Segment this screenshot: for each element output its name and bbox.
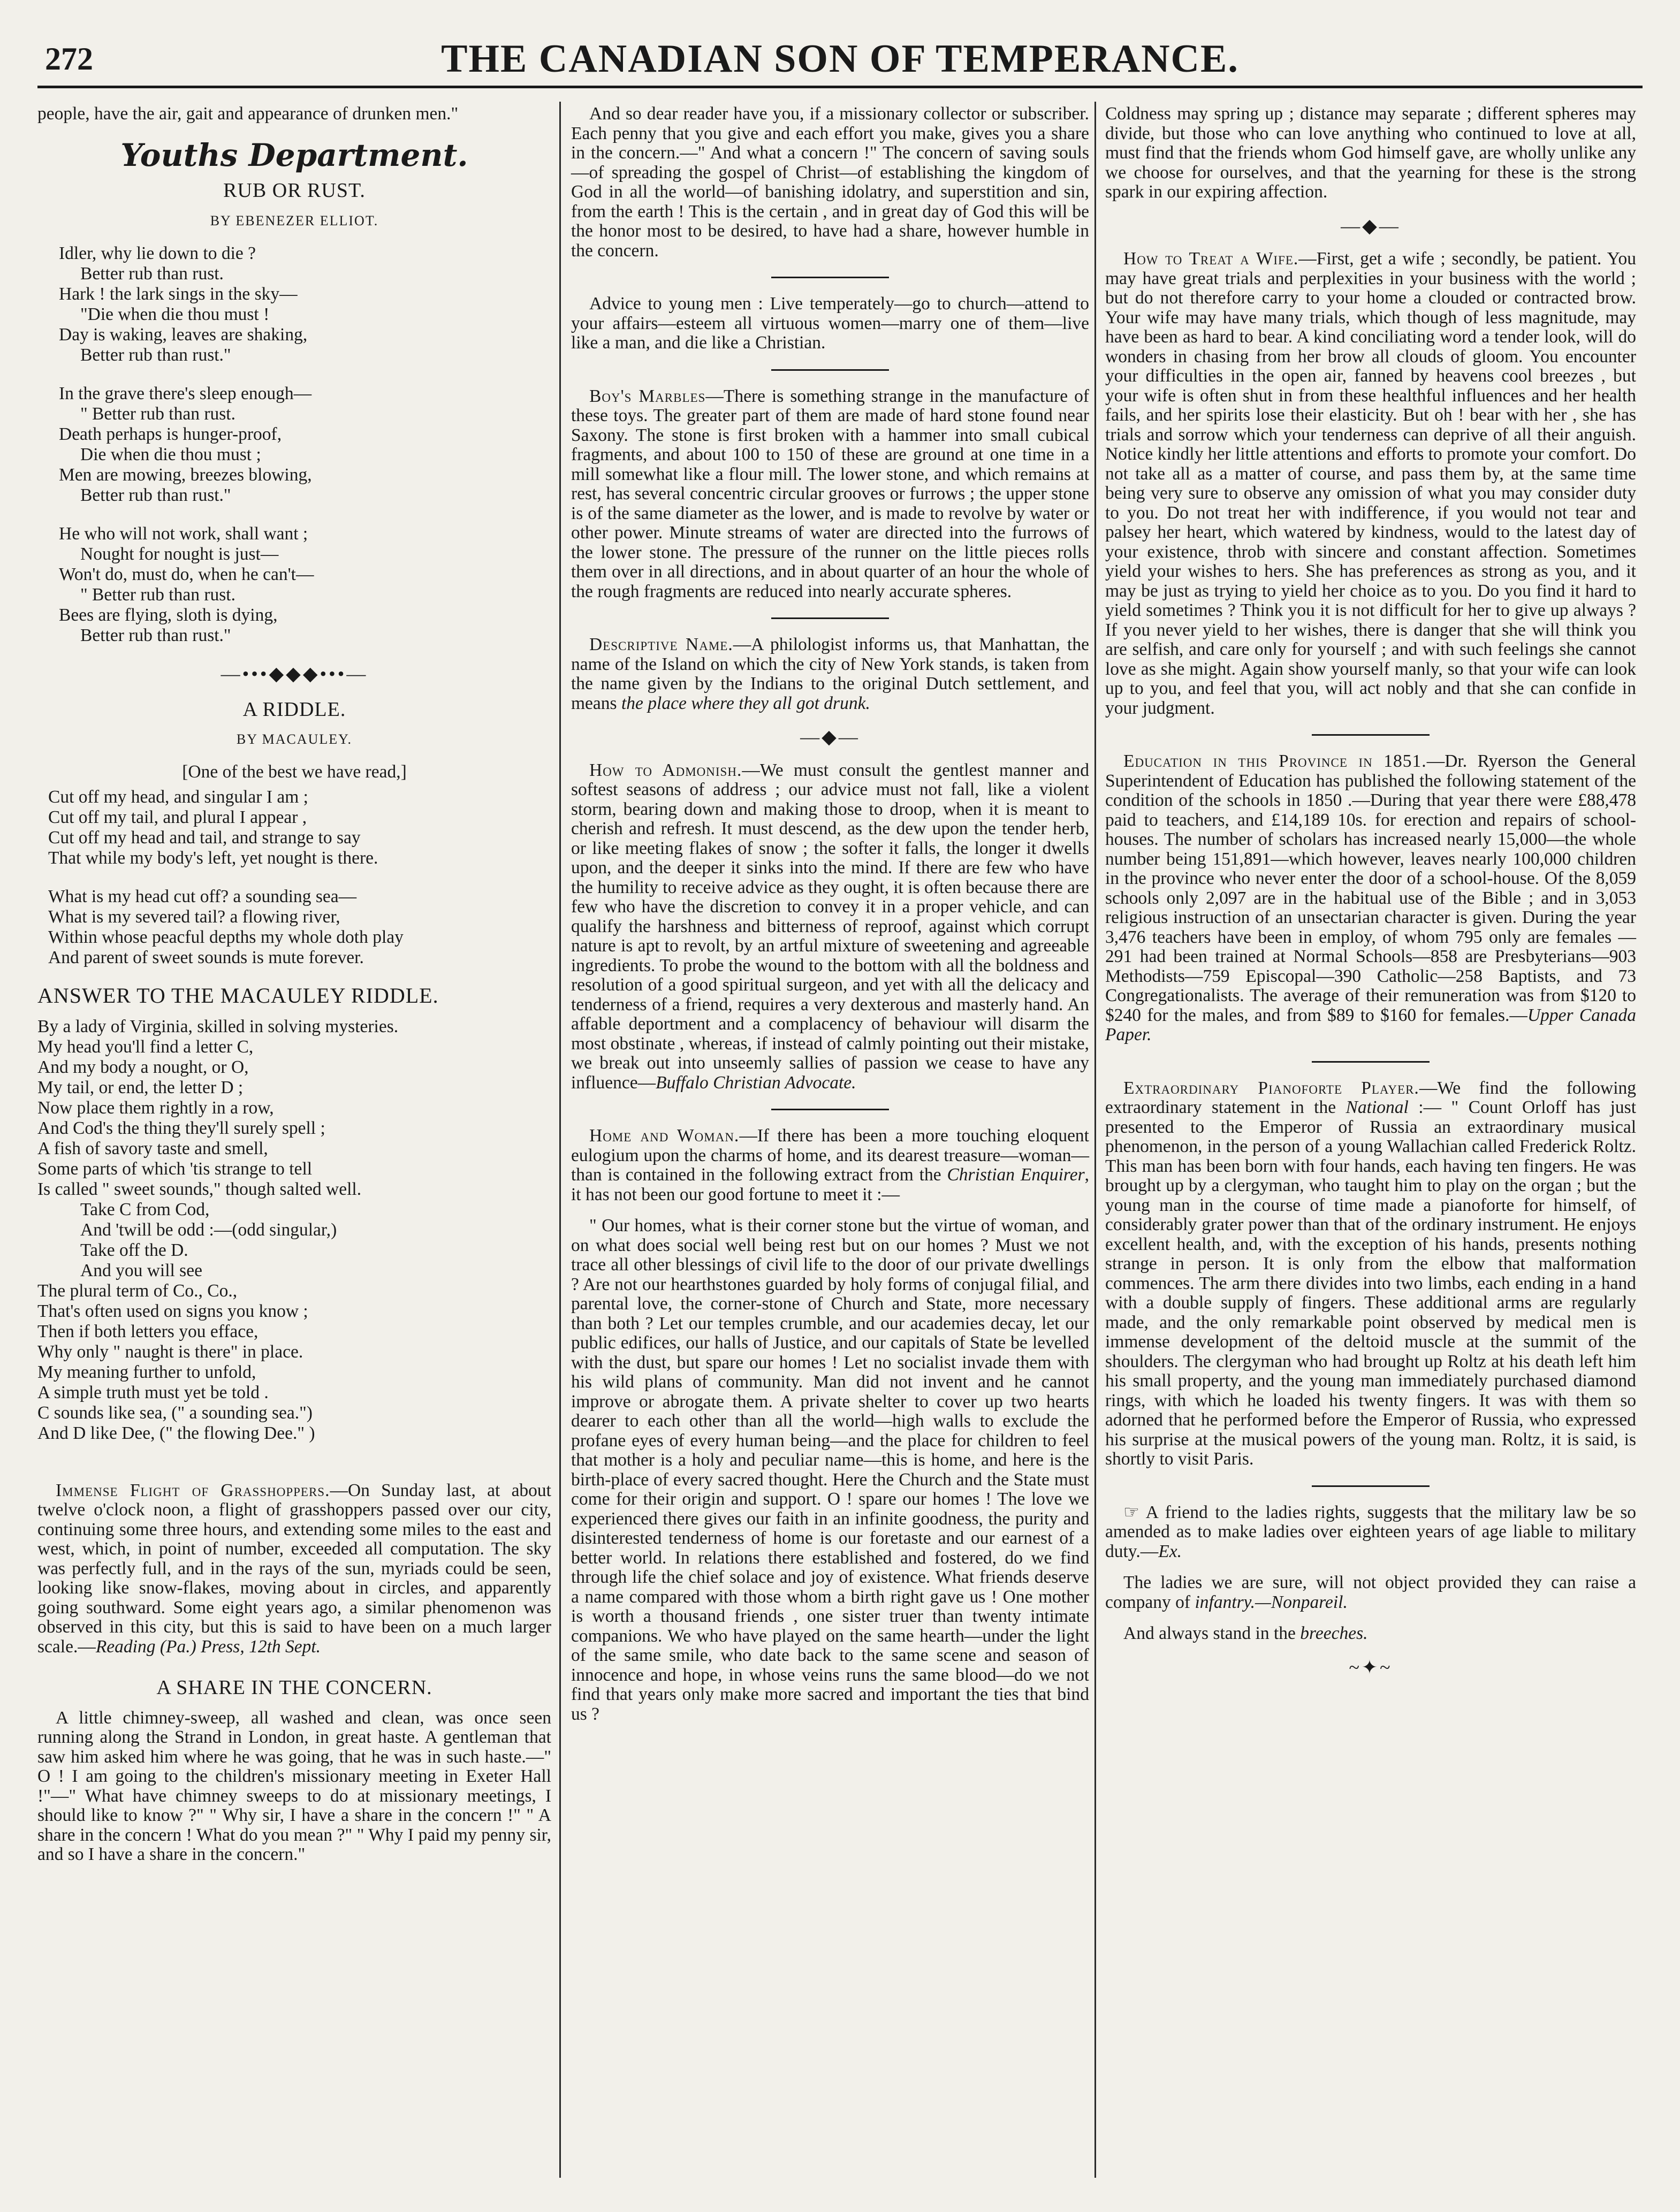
- poem-line: Bees are flying, sloth is dying,: [59, 605, 278, 625]
- poem-answer: [37, 1017, 551, 1444]
- article-text: —A philologist informs us, that Manhattan, the name of the Island on which the city of New York stands, is taken from the name given by the Indians to the original Dutch settlement, and means: [571, 635, 1089, 713]
- poem-line: Better rub than rust.": [80, 485, 231, 505]
- divider: [1312, 1061, 1430, 1063]
- poem-line: That's often used on signs you know ;: [37, 1301, 308, 1321]
- article-lead: How to Admonish.: [589, 760, 742, 780]
- article-grasshoppers: [37, 1481, 551, 1657]
- article-source: Upper Canada Paper.: [1105, 1005, 1636, 1044]
- article-home-woman: [571, 1126, 1089, 1204]
- article-source: National: [1345, 1097, 1409, 1117]
- article-lead: Boy's Marbles: [589, 386, 706, 406]
- poem-line: In the grave there's sleep enough—: [59, 384, 312, 403]
- ornament-divider: —•••◆◆◆•••—: [221, 663, 368, 684]
- article-text: —We find the following extraordinary statement in the: [1105, 1078, 1636, 1117]
- article-source: infantry.—Nonpareil.: [1195, 1592, 1348, 1612]
- article-source: Christian Enquirer: [947, 1165, 1085, 1185]
- poem-byline: BY EBENEZER ELLIOT.: [210, 212, 379, 228]
- poem-line: My head you'll find a letter C,: [37, 1036, 254, 1057]
- poem-line: And my body a nought, or O,: [37, 1057, 249, 1077]
- poem-line: And parent of sweet sounds is mute forever.: [48, 948, 364, 967]
- ornament-flourish: ~✦~: [1349, 1656, 1393, 1678]
- column-rule: [1094, 102, 1096, 2178]
- column-2: [571, 104, 1089, 1736]
- article-text: —First, get a wife ; secondly, be patient. You may have great trials and perplexities in your business with the world ; but do not therefore carry to your home a clouded or contracted brow. Your wife may have many trials, which though of less magnitude, may have been as hard to bear. A kind conciliating word a tender look, will do wonders in chasing from her brow all clouds of gloom. You encounter your difficulties in the open air, fanned by heavens cool breezes , but your wife is often shut in from these healthful influences and her health fails, and her spirits lose their elasticity. But oh ! bear with her , she has trials and sorrow which your tenderness can deprive of all their anguish. Notice kindly her little attentions and efforts to promote your comfort. Do not take all as a matter of course, and pass them by, at the same time being very sure to observe any omission of what you may consider duty to you. Do not treat her with indifference, if you would not tear and palsey her heart, which watered by kindness, would to the latest day of your existence, throb with sincere and constant affection. Sometimes yield your wishes to hers. She has preferences as strong as you, and it may be just as trying to yield her choice as to you. Do you find it hard to yield sometimes ? Think you it is not difficult for her to give up always ? If you never yield to her wishes, there is danger that she will think you are selfish, and care only for yourself ; and with such feelings she cannot love as she might. Again show yourself manly, so that your wife can look up to you, and feel that you, will act nobly and that she can confide in your judgment.: [1105, 249, 1636, 718]
- poem-line: And Cod's the thing they'll surely spell ;: [37, 1118, 325, 1138]
- article-share: A little chimney-sweep, all washed and clean, was once seen running along the Strand in London, in great haste. A gentleman that saw him asked him where he was going, that he was in such haste.—" O ! I am going to the children's missionary meeting in Exeter Hall !"—" What have chimney sweeps to do at missionary meetings, I should like to know ?" " Why sir, I have a share in the concern !" " A share in the concern ! What do you mean ?" " Why I paid my penny sir, and so I have a share in the concern.": [37, 1707, 551, 1864]
- poem-title: A RIDDLE.: [242, 698, 346, 721]
- poem-line: A simple truth must yet be told .: [37, 1382, 269, 1402]
- poem-line: And D like Dee, (" the flowing Dee." ): [37, 1423, 315, 1443]
- article-friend: [1105, 1503, 1636, 1562]
- article-text: —We must consult the gentlest manner and softest seasons of address ; our advice must not fall, like a violent storm, bearing down and making those to droop, when it is meant to cherish and refresh. It must descend, as the dew upon the tender herb, or like meeting flakes of snow ; the softer it falls, the longer it dwells upon, and the deeper it sinks into the mind. If there are few who have the humility to receive advice as they ought, it is often because there are few who have the discretion to convey it in a proper vehicle, and can qualify the harshness and bitterness of reproof, against which corrupt nature is apt to revolt, by an artful mixture of sweetening and agreeable ingredients. To probe the wound to the bottom with all the boldness and resolution of a good spiritual surgeon, and yet with all the delicacy and tenderness of a friend, requires a very dexterous and masterly hand. An affable deportment and a complacency of behaviour will disarm the most obstinate , whereas, if instead of calmly pointing out their mistake, we break out into unseemly sallies of passion we cease to have any influence—: [571, 760, 1089, 1093]
- poem-riddle: [48, 787, 551, 968]
- poem-line: Cut off my head and tail, and strange to say: [48, 828, 361, 848]
- poem-line: Better rub than rust.": [80, 626, 231, 645]
- poem-line: Some parts of which 'tis strange to tell: [37, 1158, 313, 1179]
- ornament-divider: —◆—: [1341, 215, 1401, 237]
- divider: [771, 1109, 889, 1110]
- poem-note: [One of the best we have read,]: [182, 761, 407, 782]
- divider: [771, 369, 889, 371]
- poem-line: Is called " sweet sounds," though salted well.: [37, 1179, 362, 1199]
- poem-line: "Die when die thou must !: [80, 304, 270, 324]
- article-title: A SHARE IN THE CONCERN.: [156, 1676, 432, 1699]
- article-closing-1: [1105, 1573, 1636, 1612]
- article-text: ☞ A friend to the ladies rights, suggests that the military law be so amended as to make ladies over eighteen years of age liable to military duty.—: [1105, 1502, 1636, 1561]
- article-lead: Immense Flight of Grasshoppers.: [56, 1480, 330, 1500]
- article-italic: the place where they all got drunk.: [621, 693, 870, 713]
- divider: [1312, 1485, 1430, 1487]
- newspaper-title: THE CANADIAN SON OF TEMPERANCE.: [441, 36, 1239, 81]
- poem-line: Day is waking, leaves are shaking,: [59, 325, 308, 345]
- divider: [771, 617, 889, 619]
- article-home-continued: Coldness may spring up ; distance may separate ; different spheres may divide, but those who can love anything who continued to love at all, must find that the friends whom God himself gave, are wholly unlike any we choose for ourselves, and that the yearning for these is the strong spark in our expiring affection.: [1105, 104, 1636, 202]
- article-closing-2: [1105, 1624, 1636, 1644]
- stanza: [48, 787, 551, 868]
- ornament-divider: —◆—: [800, 726, 860, 747]
- poem-line: And 'twill be odd :—(odd singular,): [80, 1219, 337, 1240]
- column-3: [1105, 104, 1636, 1691]
- poem-line: My meaning further to unfold,: [37, 1362, 256, 1382]
- stanza: [59, 384, 551, 506]
- poem-line: Within whose peacful depths my whole doth play: [48, 927, 404, 947]
- article-source: Reading (Pa.) Press, 12th Sept.: [95, 1636, 321, 1657]
- article-text: —On Sunday last, at about twelve o'clock noon, a flight of grasshoppers passed over our city, continuing some three hours, and extending some miles to the east and west, which, in point of number, exceeded all computation. The sky was perfectly full, and in the rays of the sun, myriads could be seen, looking like snow-flakes, moving about in circles, and apparently going southward. Some eight years ago, a similar phenomenon was observed in this city, but this is said to have been on a much larger scale.—: [37, 1480, 551, 1657]
- article-source: Ex.: [1158, 1541, 1182, 1561]
- divider: [1312, 734, 1430, 736]
- article-home-quote: " Our homes, what is their corner stone but the virtue of woman, and on what does social well being rest but on our homes ? Must we not trace all other blessings of civil life to the door of our private dwellings ? Are not our hearthstones guarded by holy forms of conjugal filial, and parental love, the corner-stone of Church and State, more necessary than both ? Let our temples crumble, and our academies decay, let our public edifices, our halls of Justice, and our capitals of State be levelled with the dust, but spare our homes ! Let no socialist invade them with his wild plans of community. Man did not invent and he cannot improve or abrogate them. A private shelter to cover up two hearts dearer to each other than all the world—high walls to exclude the profane eyes of every human being—and the place for children to feel that mother is a holy and peculiar name—this is home, and here is the birth-place of every sacred thought. Here the Church and the State must come for their origin and support. O ! spare our homes ! The love we experienced there gives our faith in an infinite goodness, the purity and disinterested tenderness of home is our foretaste and our earnest of a better world. In relations there established and fostered, do we find through life the chief solace and joy of existence. What friends deserve a name compared with those whom a birth right gave us ! One mother is worth a thousand friends , one sister truer than twenty intimate companions. We who have played on the same hearth—under the light of the same smile, who date back to the same scene and season of innocence and hope, in whose veins runs the same blood—do we not find that years only make more sacred and important the ties that bind us ?: [571, 1216, 1089, 1724]
- poem-line: Take C from Cod,: [80, 1199, 210, 1219]
- department-heading: Youths Department.: [120, 136, 468, 173]
- poem-line: The plural term of Co., Co.,: [37, 1280, 238, 1301]
- poem-line: That while my body's left, yet nought is there.: [48, 848, 378, 868]
- article-text: , it has not been our good fortune to meet it :—: [571, 1165, 1090, 1204]
- article-lead: Extraordinary Pianoforte Player.: [1123, 1078, 1419, 1098]
- poem-line: Men are mowing, breezes blowing,: [59, 465, 312, 485]
- poem-line: " Better rub than rust.: [80, 404, 235, 424]
- poem-line: Take off the D.: [80, 1240, 188, 1260]
- poem-line: Death perhaps is hunger-proof,: [59, 424, 282, 444]
- article-admonish: [571, 761, 1089, 1093]
- poem-line: Nought for nought is just—: [80, 544, 279, 564]
- article-marbles: [571, 387, 1089, 602]
- poem-line: He who will not work, shall want ;: [59, 524, 308, 544]
- poem-line: What is my head cut off? a sounding sea—: [48, 887, 357, 906]
- poem-title: RUB OR RUST.: [223, 179, 366, 202]
- article-text: —If there has been a more touching eloquent eulogium upon the charms of home, and its dearest treasure—woman—than is contained in the following extract from the: [571, 1126, 1089, 1185]
- page-number: 272: [45, 41, 93, 77]
- poem-line: By a lady of Virginia, skilled in solving mysteries.: [37, 1016, 399, 1036]
- article-italic: breeches.: [1300, 1623, 1368, 1643]
- article-lead: Descriptive Name.: [589, 635, 733, 654]
- poem-line: Cut off my tail, and plural I appear ,: [48, 807, 307, 827]
- poem-line: My tail, or end, the letter D ;: [37, 1077, 244, 1097]
- poem-line: Won't do, must do, when he can't—: [59, 565, 314, 584]
- poem-line: Better rub than rust.: [80, 264, 224, 284]
- article-lead: Education in this Province in 1851.: [1123, 751, 1427, 771]
- article-lead: Home and Woman.: [589, 1126, 740, 1146]
- article-source: Buffalo Christian Advocate.: [656, 1072, 856, 1093]
- poem-rub-or-rust: [59, 243, 551, 646]
- poem-line: Hark ! the lark sings in the sky—: [59, 284, 298, 304]
- article-lead: How to Treat a Wife.: [1123, 249, 1299, 269]
- poem-line: A fish of savory taste and smell,: [37, 1138, 268, 1158]
- poem-line: And you will see: [80, 1260, 202, 1280]
- article-text: —Dr. Ryerson the General Superintendent of Education has published the following statement of the condition of the schools in 1850 .—During that year there were £88,478 paid to teachers, and £14,189 10s. for erection and repairs of school-houses. The number of scholars has increased nearly 15,000—the whole number being 151,891—which however, leaves nearly 100,000 children in the province who never enter the door of a school-house. Of the 8,059 schools only 2,097 are in the habitual use of the Bible ; and in 3,053 religious instruction of an unsectarian character is given. During the year 3,476 teachers have been in employ, of whom 795 only are females —291 had been trained at Normal Schools—858 are Presbyterians—903 Methodists—759 Episcopal—390 Catholic—258 Baptists, and 73 Congregationalists. The average of their remuneration was from $120 to $240 for the males, and from $89 to $160 for females.—: [1105, 751, 1636, 1025]
- article-text: :— " Count Orloff has just presented to the Emperor of Russia an extraordinary musical phenomenon, in the person of a young Wallachian called Frederick Roltz. This man has been born with four hands, each having ten fingers. He was brought up by a clergyman, who taught him to play on the organ ; but the young man in the course of time made a pianoforte for himself, of considerably grater power than that of the ordinary instrument. He enjoys excellent health, and, with the exception of his hands, presents nothing strange in person. It is only from the elbow that malformation commences. The arm there divides into two limbs, each ending in a hand with a double supply of fingers. These additional arms are regularly made, and the only remarkable point observed by medical men is immense development of the deltoid muscle at the summit of the shoulders. The clergyman who had brought up Roltz at his death left him his small property, and the young man immediately purchased diamond rings, with which he loaded his twenty fingers. It was with them so adorned that he performed before the Emperor of Russia, who expressed his surprise at the musical powers of the young man. Roltz, it is said, is shortly to visit Paris.: [1105, 1097, 1636, 1469]
- poem-line: " Better rub than rust.: [80, 585, 235, 605]
- article-pianoforte: [1105, 1079, 1636, 1469]
- poem-line: Idler, why lie down to die ?: [59, 243, 256, 263]
- article-treat-wife: [1105, 249, 1636, 718]
- article-descriptive-name: [571, 635, 1089, 713]
- article-text: The ladies we are sure, will not object provided they can raise a company of: [1105, 1573, 1636, 1612]
- poem-line: Cut off my head, and singular I am ;: [48, 787, 308, 807]
- article-education: [1105, 752, 1636, 1045]
- poem-line: Why only " naught is there" in place.: [37, 1341, 303, 1362]
- poem-line: Now place them rightly in a row,: [37, 1097, 274, 1118]
- poem-byline: BY MACAULEY.: [236, 731, 353, 747]
- column-1: [37, 104, 551, 1877]
- intro-text: people, have the air, gait and appearance of drunken men.": [37, 104, 459, 124]
- stanza: [48, 887, 551, 968]
- article-text: And always stand in the: [1123, 1623, 1301, 1643]
- poem-line: Better rub than rust.": [80, 345, 231, 365]
- article-advice: Advice to young men : Live temperately—go to church—attend to your affairs—esteem all virtuous women—marry one of them—live like a man, and die like a Christian.: [571, 294, 1089, 353]
- masthead: [37, 32, 1643, 88]
- article-share-continued: And so dear reader have you, if a missionary collector or subscriber. Each penny that you give and each effort you make, gives you a share in the concern.—" And what a concern !" The concern of saving souls—of spreading the gospel of Christ—of establishing the kingdom of God in all the world—of banishing idolatry, and superstition and sin, from the earth ! This is the certain , and in great day of God this will be the honor most to be desired, to have had a share, however humble in the concern.: [571, 104, 1089, 261]
- divider: [771, 277, 889, 278]
- poem-line: What is my severed tail? a flowing river,: [48, 907, 340, 927]
- poem-line: Die when die thou must ;: [80, 445, 261, 464]
- poem-line: C sounds like sea, (" a sounding sea."): [37, 1402, 313, 1423]
- stanza: [59, 524, 551, 646]
- article-text: —There is something strange in the manufacture of these toys. The greater part of them are made of hard stone found near Saxony. The stone is first broken with a hammer into small cubical fragments, and about 100 to 150 of these are ground at one time in a mill somewhat like a flour mill. The lower stone, and which remains at rest, has several concentric circular grooves or furrows ; the upper stone is of the same diameter as the lower, and is made to revolve by water or other power. Minute streams of water are directed into the furrows of the lower stone. The pressure of the runner on the little pieces rolls them over in all directions, and in about quarter of an hour the whole of the rough fragments are reduced into nearly accurate spheres.: [571, 386, 1089, 601]
- stanza: [59, 243, 551, 365]
- poem-line: Then if both letters you efface,: [37, 1321, 259, 1341]
- column-rule: [559, 102, 561, 2178]
- poem-title: ANSWER TO THE MACAULEY RIDDLE.: [37, 983, 439, 1008]
